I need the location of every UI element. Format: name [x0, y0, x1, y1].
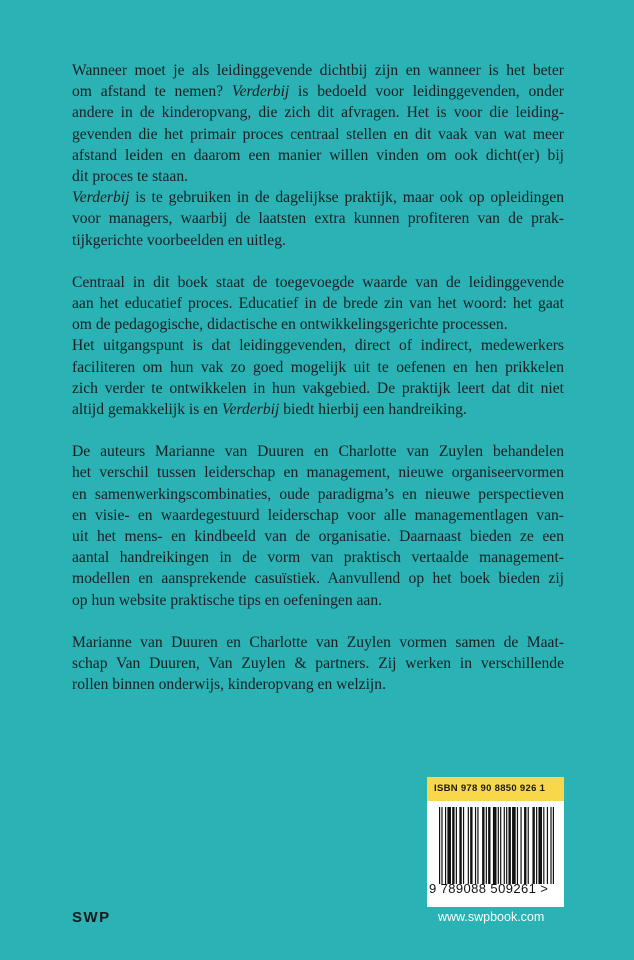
barcode-bar	[445, 807, 446, 884]
text-line: Marianne van Duuren en Charlotte van Zuylen vormen samen de Maat-	[72, 633, 564, 651]
barcode-bar	[498, 807, 499, 884]
book-title: Verderbij	[72, 189, 130, 207]
barcode-bar	[500, 807, 501, 884]
text-line: uit het mens- en kindbeeld van de organisatie. Daarnaast bieden ze een	[72, 528, 564, 546]
text-line: Verderbij is te gebruiken in de dagelijkse praktijk, maar ook op opleidingen	[72, 189, 564, 207]
barcode-bar	[550, 807, 551, 884]
paragraph-intro	[72, 60, 564, 251]
barcode-bar	[506, 807, 507, 884]
barcode-bar	[488, 807, 490, 884]
barcode-bar	[447, 807, 451, 884]
barcode-bar	[517, 807, 518, 884]
barcode-bar	[508, 807, 510, 884]
barcode-bar	[512, 807, 516, 884]
text-line: op hun website praktische tips en oefeningen aan.	[72, 591, 383, 609]
paragraph-about-authors	[72, 632, 564, 696]
barcode-bar	[543, 807, 544, 884]
text-line: Wanneer moet je als leidinggevende dichtbij zijn en wanneer is het beter	[72, 62, 564, 79]
text-line: andere in de kinderopvang, die zich dit afvragen. Het is voor die leiding-	[72, 104, 564, 122]
text-line: voor managers, waarbij de laatsten extra kunnen profiteren van de prak-	[72, 210, 564, 228]
barcode-bar	[493, 807, 497, 884]
text-line: en samenwerkingscombinaties, oude paradigma’s en nieuwe perspectieven	[72, 485, 564, 503]
barcode-bar	[477, 807, 478, 884]
text-line: De auteurs Marianne van Duuren en Charlotte van Zuylen behandelen	[72, 443, 564, 461]
text-line: altijd gemakkelijk is en Verderbij biedt hierbij een handreiking.	[72, 401, 467, 419]
barcode-bar	[439, 807, 440, 884]
paragraph-central	[72, 272, 564, 420]
back-cover-text	[72, 60, 564, 716]
text-line: om afstand te nemen? Verderbij is bedoeld voor leidinggevenden, onder	[72, 83, 564, 101]
barcode-bar	[486, 807, 487, 884]
barcode-bar	[470, 807, 472, 884]
text-line: tijkgerichte voorbeelden en uitleg.	[72, 231, 286, 249]
barcode-bar	[482, 807, 484, 884]
barcode-bar	[452, 807, 454, 884]
isbn-barcode	[427, 777, 564, 907]
isbn-label: ISBN 978 90 8850 926 1	[427, 777, 564, 801]
text-line: afstand leiden en daarom een manier willen vinden om ook dicht(er) bij	[72, 146, 564, 164]
barcode-bar	[538, 807, 542, 884]
text-line: zich verder te ontwikkelen in hun vakgebied. De praktijk leert dat dit niet	[72, 379, 564, 397]
barcode-bar	[456, 807, 457, 884]
publisher-website: www.swpbook.com	[438, 910, 545, 924]
text-line: om de pedagogische, didactische en ontwikkelingsgerichte processen.	[72, 316, 508, 334]
barcode-bar	[504, 807, 505, 884]
barcode-bar	[520, 807, 521, 884]
text-line: Het uitgangspunt is dat leidinggevenden, direct of indirect, medewerkers	[72, 337, 564, 355]
barcode-bar	[468, 807, 469, 884]
barcode-bar	[459, 807, 461, 884]
text-line: het verschil tussen leiderschap en management, nieuwe organiseervormen	[72, 464, 564, 482]
book-title: Verderbij	[231, 83, 290, 101]
text-line: aantal handreikingen in de vorm van praktisch vertaalde management-	[72, 549, 564, 567]
publisher-logo: SWP	[72, 909, 111, 926]
barcode-bar	[536, 807, 537, 884]
text-line: rollen binnen onderwijs, kinderopvang en welzijn.	[72, 676, 386, 694]
barcode-bar	[528, 807, 529, 884]
text-line: Centraal in dit boek staat de toegevoegde waarde van de leidinggevende	[72, 273, 564, 291]
text-line: modellen en aansprekende casuïstiek. Aanvullend op het boek bieden zij	[72, 570, 564, 588]
barcode-bar	[475, 807, 476, 884]
text-line: schap Van Duuren, Van Zuylen & partners. Zij werken in verschillende	[72, 655, 564, 673]
text-line: aan het educatief proces. Educatief in de brede zin van het woord: het gaat	[72, 295, 564, 313]
barcode-bar	[441, 807, 442, 884]
text-line: faciliteren om hun vak zo goed mogelijk uit te oefenen en hen prikkelen	[72, 358, 564, 376]
barcode-bar	[553, 807, 554, 884]
book-title: Verderbij	[221, 401, 280, 419]
barcode-bar	[463, 807, 464, 884]
text-line: dit proces te staan.	[72, 168, 189, 186]
text-line: en visie- en waardegestuurd leiderschap voor alle managementlagen van-	[72, 506, 564, 524]
barcode-digits: 9 789088 509261 >	[429, 881, 549, 896]
barcode-bar	[524, 807, 526, 884]
text-line: gevenden die het primair proces centraal stellen en dit vaak van wat meer	[72, 125, 564, 143]
paragraph-authors-topics	[72, 441, 564, 611]
barcode-bar	[547, 807, 548, 884]
barcode-bars	[439, 807, 554, 884]
barcode-bar	[532, 807, 534, 884]
